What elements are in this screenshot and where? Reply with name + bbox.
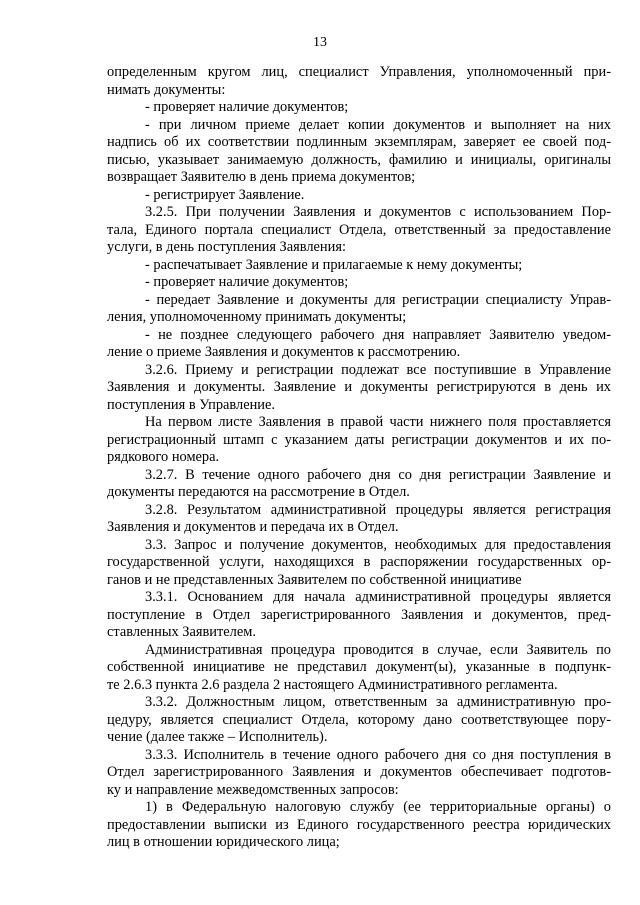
- text-line: чение (далее также – Исполнитель).: [107, 729, 328, 745]
- text-line: возвращает Заявителю в день приема документов;: [107, 169, 416, 185]
- document-body: [107, 64, 611, 852]
- text-line: ку и направление межведомственных запросов:: [107, 781, 399, 798]
- page-number: 13: [313, 35, 327, 50]
- text-line: Заявления и документов и передача их в Отдел.: [107, 519, 399, 535]
- text-line: рядкового номера.: [107, 449, 220, 465]
- text-line: писью, указывает занимаемую должность, фамилию и инициалы, оригиналы: [107, 151, 611, 168]
- text-line: ление о приеме Заявления и документов к рассмотрению.: [107, 344, 461, 360]
- text-line: нимать документы:: [107, 81, 226, 98]
- text-line: документы передаются на рассмотрение в Отдел.: [107, 484, 410, 500]
- text-line: - проверяет наличие документов;: [145, 274, 349, 290]
- text-line: 3.2.7. В течение одного рабочего дня со дня регистрации Заявление и: [145, 466, 611, 483]
- text-line: надпись об их соответствии подлинным экземплярам, заверяет ее своей под-: [107, 134, 611, 150]
- text-line: тала, Единого портала специалист Отдела, ответственный за предоставление: [107, 221, 611, 238]
- text-line: 1) в Федеральную налоговую службу (ее территориальные органы) о: [145, 799, 611, 815]
- text-line: - передает Заявление и документы для регистрации специалисту Управ-: [145, 291, 611, 308]
- text-line: 3.2.6. Приему и регистрации подлежат все поступившие в Управление: [145, 361, 611, 378]
- text-line: 3.3.2. Должностным лицом, ответственным за административную про-: [145, 694, 611, 710]
- text-line: поступления в Управление.: [107, 396, 275, 413]
- text-line: 3.2.5. При получении Заявления и документов с использованием Пор-: [145, 204, 611, 220]
- text-line: те 2.6.3 пункта 2.6 раздела 2 настоящего Административного регламента.: [107, 676, 558, 693]
- text-line: Административная процедура проводится в случае, если Заявитель по: [145, 641, 611, 658]
- text-line: 3.3.1. Основанием для начала административной процедуры является: [145, 589, 611, 605]
- text-line: На первом листе Заявления в правой части нижнего поля проставляется: [145, 414, 611, 430]
- text-line: ления, уполномоченному принимать документы;: [107, 309, 407, 325]
- text-line: поступление в Отдел зарегистрированного Заявления и документов, пред-: [107, 606, 611, 623]
- text-line: - не позднее следующего рабочего дня направляет Заявителю уведом-: [145, 326, 611, 343]
- text-line: 3.3.3. Исполнитель в течение одного рабочего дня со дня поступления в: [145, 746, 611, 763]
- text-line: цедуру, является специалист Отдела, которому дано соответствующее пору-: [107, 711, 611, 728]
- text-line: предоставлении выписки из Единого государственного реестра юридических: [107, 816, 611, 833]
- text-line: Отдел зарегистрированного Заявления и документов обеспечивает подготов-: [107, 764, 611, 780]
- text-line: государственной услуги, находящихся в распоряжении государственных ор-: [107, 554, 611, 570]
- text-line: - распечатывает Заявление и прилагаемые к нему документы;: [145, 256, 523, 273]
- text-line: регистрационный штамп с указанием даты регистрации документов и их по-: [107, 431, 611, 448]
- text-line: услуги, в день поступления Заявления:: [107, 239, 346, 255]
- text-line: - регистрирует Заявление.: [145, 186, 305, 203]
- text-line: лиц в отношении юридического лица;: [107, 834, 340, 850]
- text-line: 3.2.8. Результатом административной процедуры является регистрация: [145, 501, 611, 518]
- text-line: определенным кругом лиц, специалист Управления, уполномоченный при-: [107, 64, 611, 80]
- text-line: 3.3. Запрос и получение документов, необходимых для предоставления: [145, 536, 611, 553]
- text-line: - при личном приеме делает копии документов и выполняет на них: [145, 116, 611, 133]
- text-line: ставленных Заявителем.: [107, 624, 256, 640]
- text-line: собственной инициативе не представил документ(ы), указанные в подпунк-: [107, 659, 611, 675]
- text-line: Заявления и документы. Заявление и документы регистрируются в день их: [107, 379, 611, 395]
- text-line: - проверяет наличие документов;: [145, 99, 349, 115]
- text-line: ганов и не представленных Заявителем по собственной инициативе: [107, 571, 522, 588]
